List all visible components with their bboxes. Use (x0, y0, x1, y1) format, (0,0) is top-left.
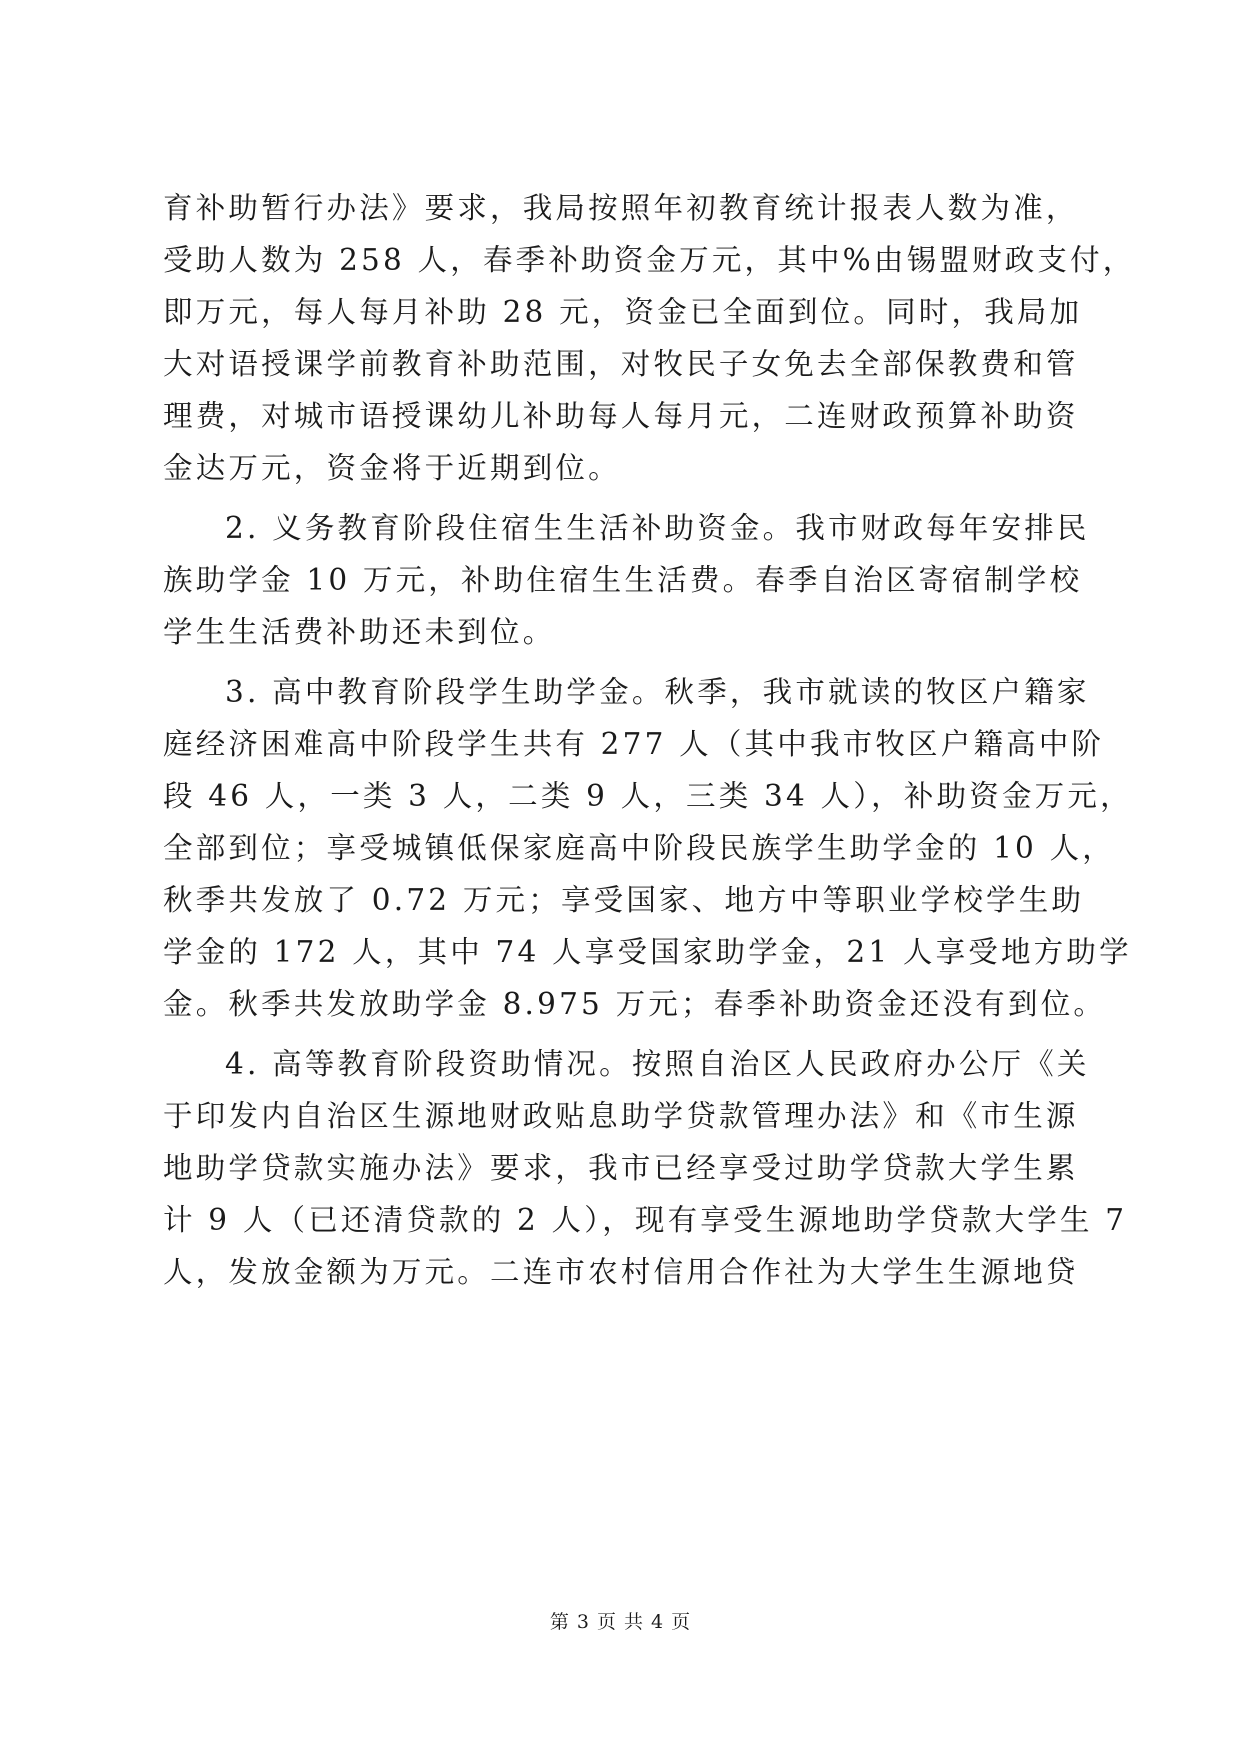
text-line: 金达万元，资金将于近期到位。 (163, 451, 621, 485)
paragraph-heading: 3. 高中教育阶段学生助学金。秋季，我市就读的牧区户籍家 (225, 675, 1090, 709)
text-line: 段 46 人，一类 3 人，二类 9 人，三类 34 人），补助资金万元， (163, 779, 1133, 813)
paragraph-heading: 4. 高等教育阶段资助情况。按照自治区人民政府办公厅《关 (225, 1047, 1090, 1081)
page-number-footer: 第 3 页 共 4 页 (549, 1611, 692, 1633)
paragraph-heading: 2. 义务教育阶段住宿生生活补助资金。我市财政每年安排民 (225, 511, 1090, 545)
text-line: 育补助暂行办法》要求，我局按照年初教育统计报表人数为准， (163, 191, 1079, 225)
text-line: 即万元，每人每月补助 28 元，资金已全面到位。同时，我局加 (163, 295, 1083, 329)
text-line: 学金的 172 人，其中 74 人享受国家助学金，21 人享受地方助学 (163, 935, 1132, 969)
text-line: 大对语授课学前教育补助范围，对牧民子女免去全部保教费和管 (163, 347, 1079, 381)
text-line: 秋季共发放了 0.72 万元；享受国家、地方中等职业学校学生助 (163, 883, 1085, 917)
text-line: 金。秋季共发放助学金 8.975 万元；春季补助资金还没有到位。 (163, 987, 1107, 1021)
text-line: 全部到位；享受城镇低保家庭高中阶段民族学生助学金的 10 人， (163, 831, 1115, 865)
text-line: 受助人数为 258 人，春季补助资金万元，其中%由锡盟财政支付， (163, 243, 1136, 277)
text-line: 地助学贷款实施办法》要求，我市已经享受过助学贷款大学生累 (163, 1151, 1079, 1185)
text-line: 族助学金 10 万元，补助住宿生生活费。春季自治区寄宿制学校 (163, 563, 1083, 597)
text-line: 计 9 人（已还清贷款的 2 人），现有享受生源地助学贷款大学生 7 (163, 1203, 1128, 1237)
text-line: 庭经济困难高中阶段学生共有 277 人（其中我市牧区户籍高中阶 (163, 727, 1105, 761)
text-line: 学生生活费补助还未到位。 (163, 615, 556, 649)
text-line: 于印发内自治区生源地财政贴息助学贷款管理办法》和《市生源 (163, 1099, 1079, 1133)
text-line: 理费，对城市语授课幼儿补助每人每月元，二连财政预算补助资 (163, 399, 1079, 433)
text-line: 人，发放金额为万元。二连市农村信用合作社为大学生生源地贷 (163, 1255, 1079, 1289)
